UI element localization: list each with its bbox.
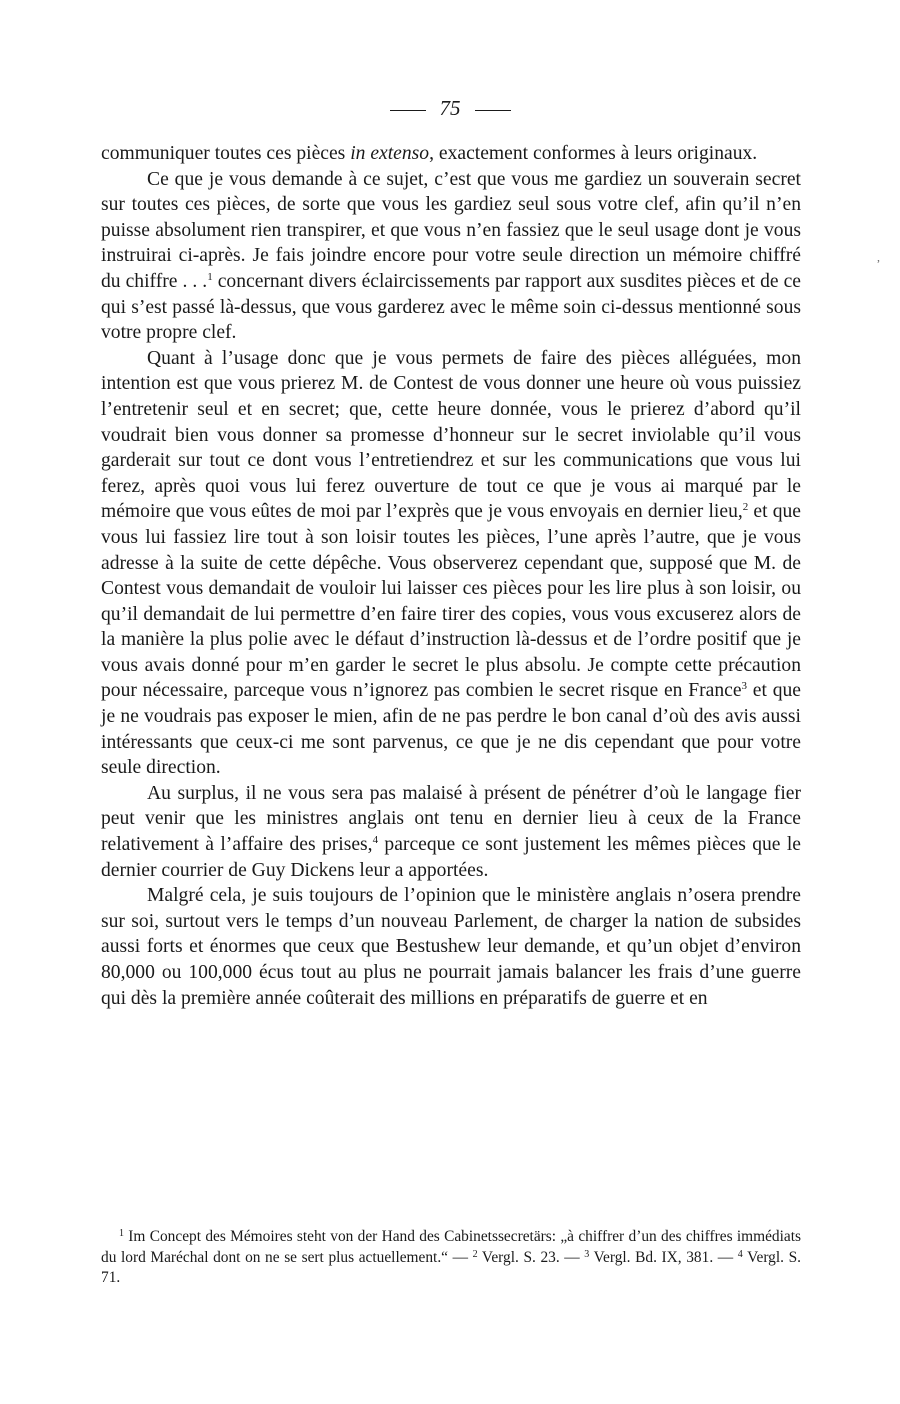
paragraph [101, 781, 801, 883]
footnote-marker: 1 [119, 1228, 124, 1239]
footnote-marker: 3 [741, 680, 748, 693]
footnote-marker: 1 [207, 270, 213, 283]
text-run: , exactement conformes à leurs originaux. [429, 143, 758, 164]
text-run: et que je ne voudrais pas exposer le mien, afin de ne pas perdre le bon canal d’où des avis aussi intéressants que ceux-ci me sont parvenus, ce que je ne dis cependant que pour votre seule direction. [101, 680, 801, 779]
footnote-block [101, 1227, 801, 1289]
page-header [0, 96, 900, 121]
header-rule-left [390, 110, 426, 111]
main-text [101, 141, 801, 1011]
page-number: 75 [439, 96, 461, 120]
text-run: et que vous lui fassiez lire tout à son loisir toutes les pièces, l’une après l’autre, que je vous adresse à la suite de cette dépêche. Vous observerez cependant que, supposé que M. de Contest vous demandait de vouloir lui laisser ces pièces pour les lire plus à son loisir, ou qu’il demandait de lui permettre d’en faire tirer des copies, vous vous excuserez alors de la manière la plus polie avec le défaut d’instruction là-dessus et de l’ordre positif que je vous avais donné pour m’en garder le secret le plus absolu. Je compte cette précaution pour nécessaire, parceque vous n’ignorez pas combien le secret risque en France [101, 501, 801, 702]
footnotes [101, 1227, 801, 1289]
paragraph [101, 883, 801, 1011]
paragraph [101, 346, 801, 781]
text-run: Vergl. S. 23. — [477, 1248, 585, 1266]
text-run: Malgré cela, je suis toujours de l’opinion que le ministère anglais n’osera prendre sur soi, surtout vers le temps d’un nouveau Parlement, de charger la nation de subsides aussi forts et énormes que ceux que Bestushew leur demande, et qu’un objet d’environ 80,000 ou 100,000 écus tout au plus ne pourrait jamais balancer les frais d’une guerre qui dès la première année coûterait des millions en préparatifs de guerre et en [101, 885, 801, 1009]
italic-text: in extenso [350, 143, 430, 164]
footnote-marker: 4 [372, 834, 379, 847]
text-run: communiquer toutes ces pièces [101, 143, 351, 164]
text-run: concernant divers éclaircissements par rapport aux susdites pièces et de ce qui s’est passé là-dessus, que vous garderez avec le même soin ci-dessus mentionné sous votre propre clef. [101, 270, 801, 344]
text-run: Im Concept des Mémoires steht von der Hand des Cabinetssecretärs: „à chiffrer d’un des chiffres immédiats du lord Maréchal dont on ne se sert plus actuellement.“ — [101, 1228, 801, 1266]
text-run: Vergl. S. 71. [101, 1248, 802, 1286]
header-rule-right [475, 110, 511, 111]
paragraph [101, 167, 801, 346]
footnote-marker: 4 [737, 1248, 743, 1260]
footnote-marker: 2 [742, 501, 749, 514]
text-run: Vergl. Bd. IX, 381. — [589, 1248, 738, 1266]
footnote-marker: 2 [472, 1248, 478, 1260]
text-run: Ce que je vous demande à ce sujet, c’est que vous me gardiez un souverain secret sur toutes ces pièces, de sorte que vous les gardiez seul sous votre clef, afin qu’il n’en puisse absolument rien transpirer, et que vous n’en fassiez que le seul usage dont je vous instruirai ci-après. Je fais joindre encore pour votre seule direction un mémoire chiffré du chiffre . . . [101, 168, 801, 292]
text-run: Au surplus, il ne vous sera pas malaisé à présent de pénétrer d’où le langage fier peut venir que les ministres anglais ont tenu en dernier lieu à ceux de la France relativement à l’affaire des prises, [101, 782, 801, 856]
margin-mark: , [877, 250, 880, 264]
text-run: parceque ce sont justement les mêmes pièces que le dernier courrier de Guy Dickens leur a apportées. [101, 834, 801, 881]
paragraph [101, 141, 801, 167]
footnote-marker: 3 [584, 1248, 590, 1260]
text-run: Quant à l’usage donc que je vous permets de faire des pièces alléguées, mon intention est que vous prierez M. de Contest de vous donner une heure où vous puissiez l’entretenir seul et en secret; que, cette heure donnée, vous le prierez d’abord qu’il voudrait bien vous donner sa promesse d’honneur sur le secret inviolable qu’il vous garderait sur tout ce dont vous l’entretiendrez et sur les communications que vous lui ferez, après quoi vous lui ferez ouverture de tout ce que je vous ai marqué par le mémoire que vous eûtes de moi par l’exprès que je vous envoyais en dernier lieu, [101, 347, 801, 523]
